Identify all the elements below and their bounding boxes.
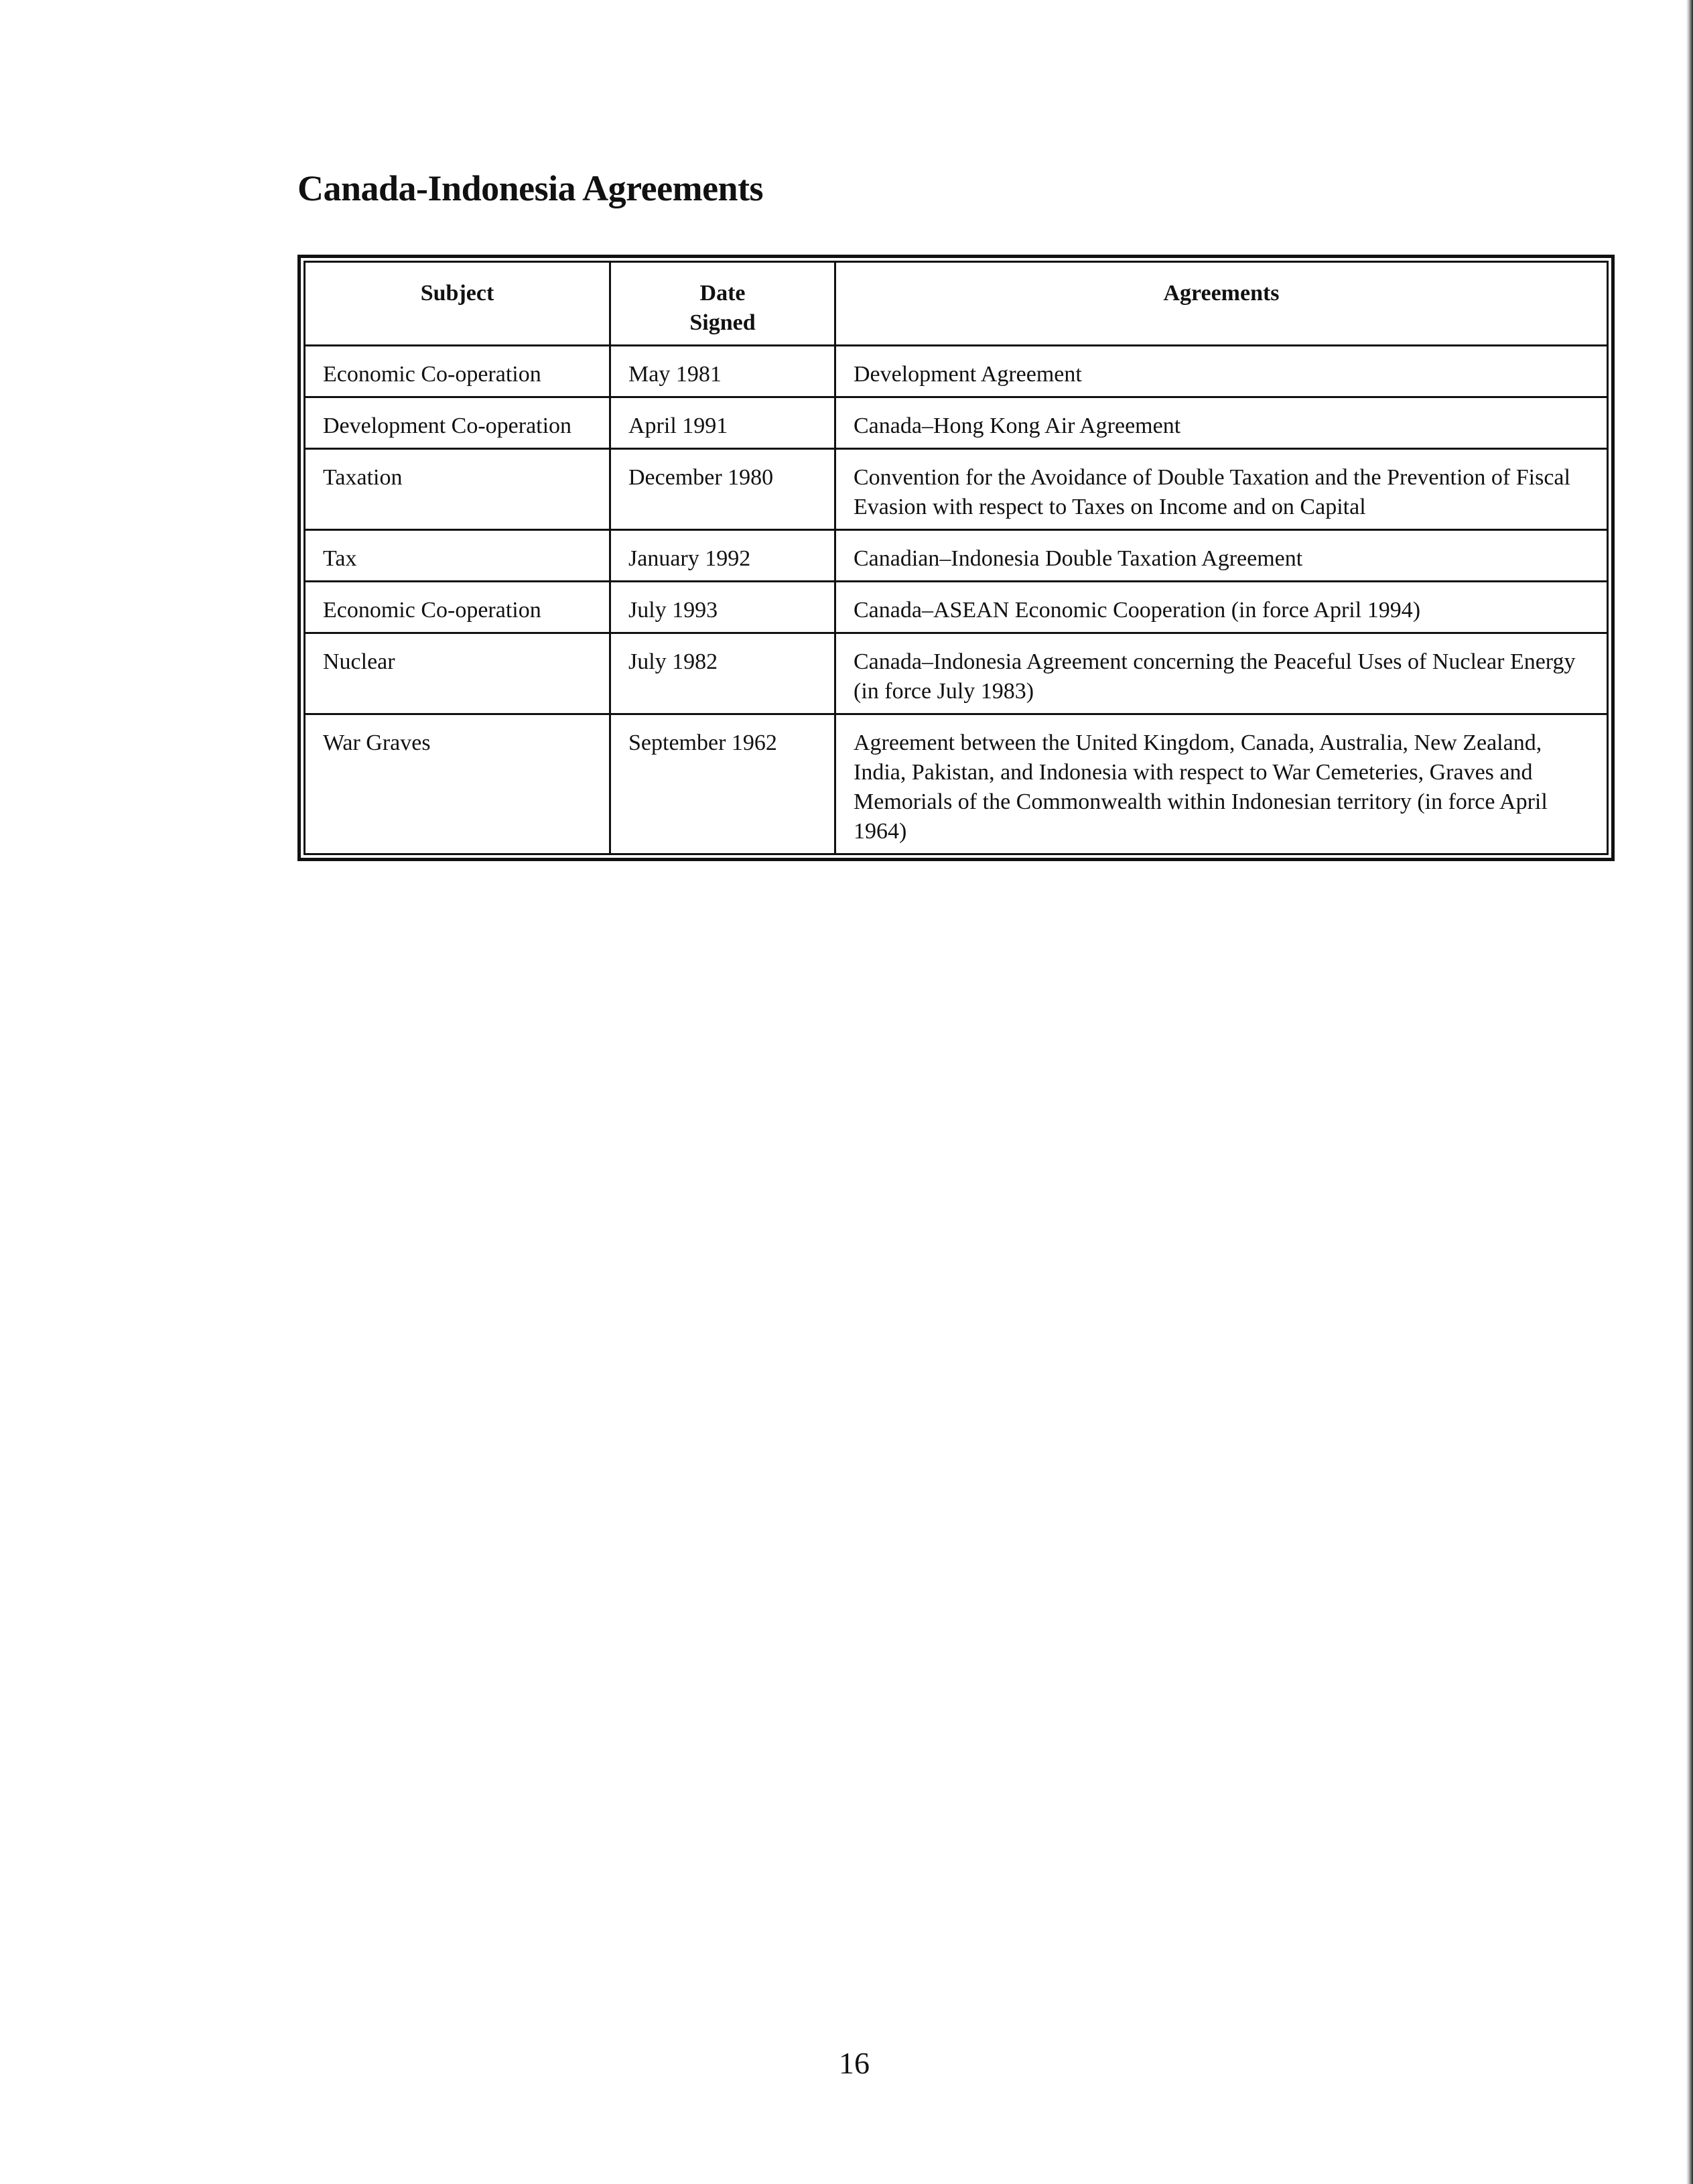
cell-agreement: Development Agreement	[835, 346, 1608, 397]
header-subject: Subject	[305, 262, 610, 346]
cell-agreement: Convention for the Avoidance of Double Taxation and the Prevention of Fiscal Evasion with respect to Taxes on Income and on Capital	[835, 449, 1608, 530]
cell-date: July 1993	[610, 582, 835, 633]
cell-subject: Taxation	[305, 449, 610, 530]
cell-agreement: Agreement between the United Kingdom, Canada, Australia, New Zealand, India, Pakistan, and Indonesia with respect to War Cemeteries, Graves and Memorials of the Commonwealth within Indonesian territory (in force April 1964)	[835, 714, 1608, 854]
cell-subject: Economic Co-operation	[305, 582, 610, 633]
header-date-line2: Signed	[689, 310, 756, 335]
cell-subject: Tax	[305, 530, 610, 582]
table-header-row	[305, 262, 1608, 346]
table-row	[305, 633, 1608, 714]
header-date-signed	[610, 262, 835, 346]
cell-date: September 1962	[610, 714, 835, 854]
cell-subject: Economic Co-operation	[305, 346, 610, 397]
cell-agreement: Canada–ASEAN Economic Cooperation (in force April 1994)	[835, 582, 1608, 633]
page-title: Canada-Indonesia Agreements	[297, 168, 764, 208]
table-row	[305, 582, 1608, 633]
cell-date: May 1981	[610, 346, 835, 397]
header-date-line1: Date	[699, 281, 746, 306]
cell-subject: War Graves	[305, 714, 610, 854]
agreements-table	[297, 255, 1615, 861]
table-row	[305, 449, 1608, 530]
cell-agreement: Canadian–Indonesia Double Taxation Agreement	[835, 530, 1608, 582]
header-agreements: Agreements	[835, 262, 1608, 346]
cell-subject: Nuclear	[305, 633, 610, 714]
cell-date: January 1992	[610, 530, 835, 582]
cell-date: December 1980	[610, 449, 835, 530]
cell-date: July 1982	[610, 633, 835, 714]
table-row	[305, 714, 1608, 854]
cell-subject: Development Co-operation	[305, 397, 610, 449]
table-row	[305, 397, 1608, 449]
cell-date: April 1991	[610, 397, 835, 449]
cell-agreement: Canada–Hong Kong Air Agreement	[835, 397, 1608, 449]
table-row	[305, 346, 1608, 397]
table-row	[305, 530, 1608, 582]
cell-agreement: Canada–Indonesia Agreement concerning the Peaceful Uses of Nuclear Energy (in force July 1983)	[835, 633, 1608, 714]
scan-edge	[1686, 0, 1693, 2184]
page-number: 16	[839, 2046, 870, 2080]
